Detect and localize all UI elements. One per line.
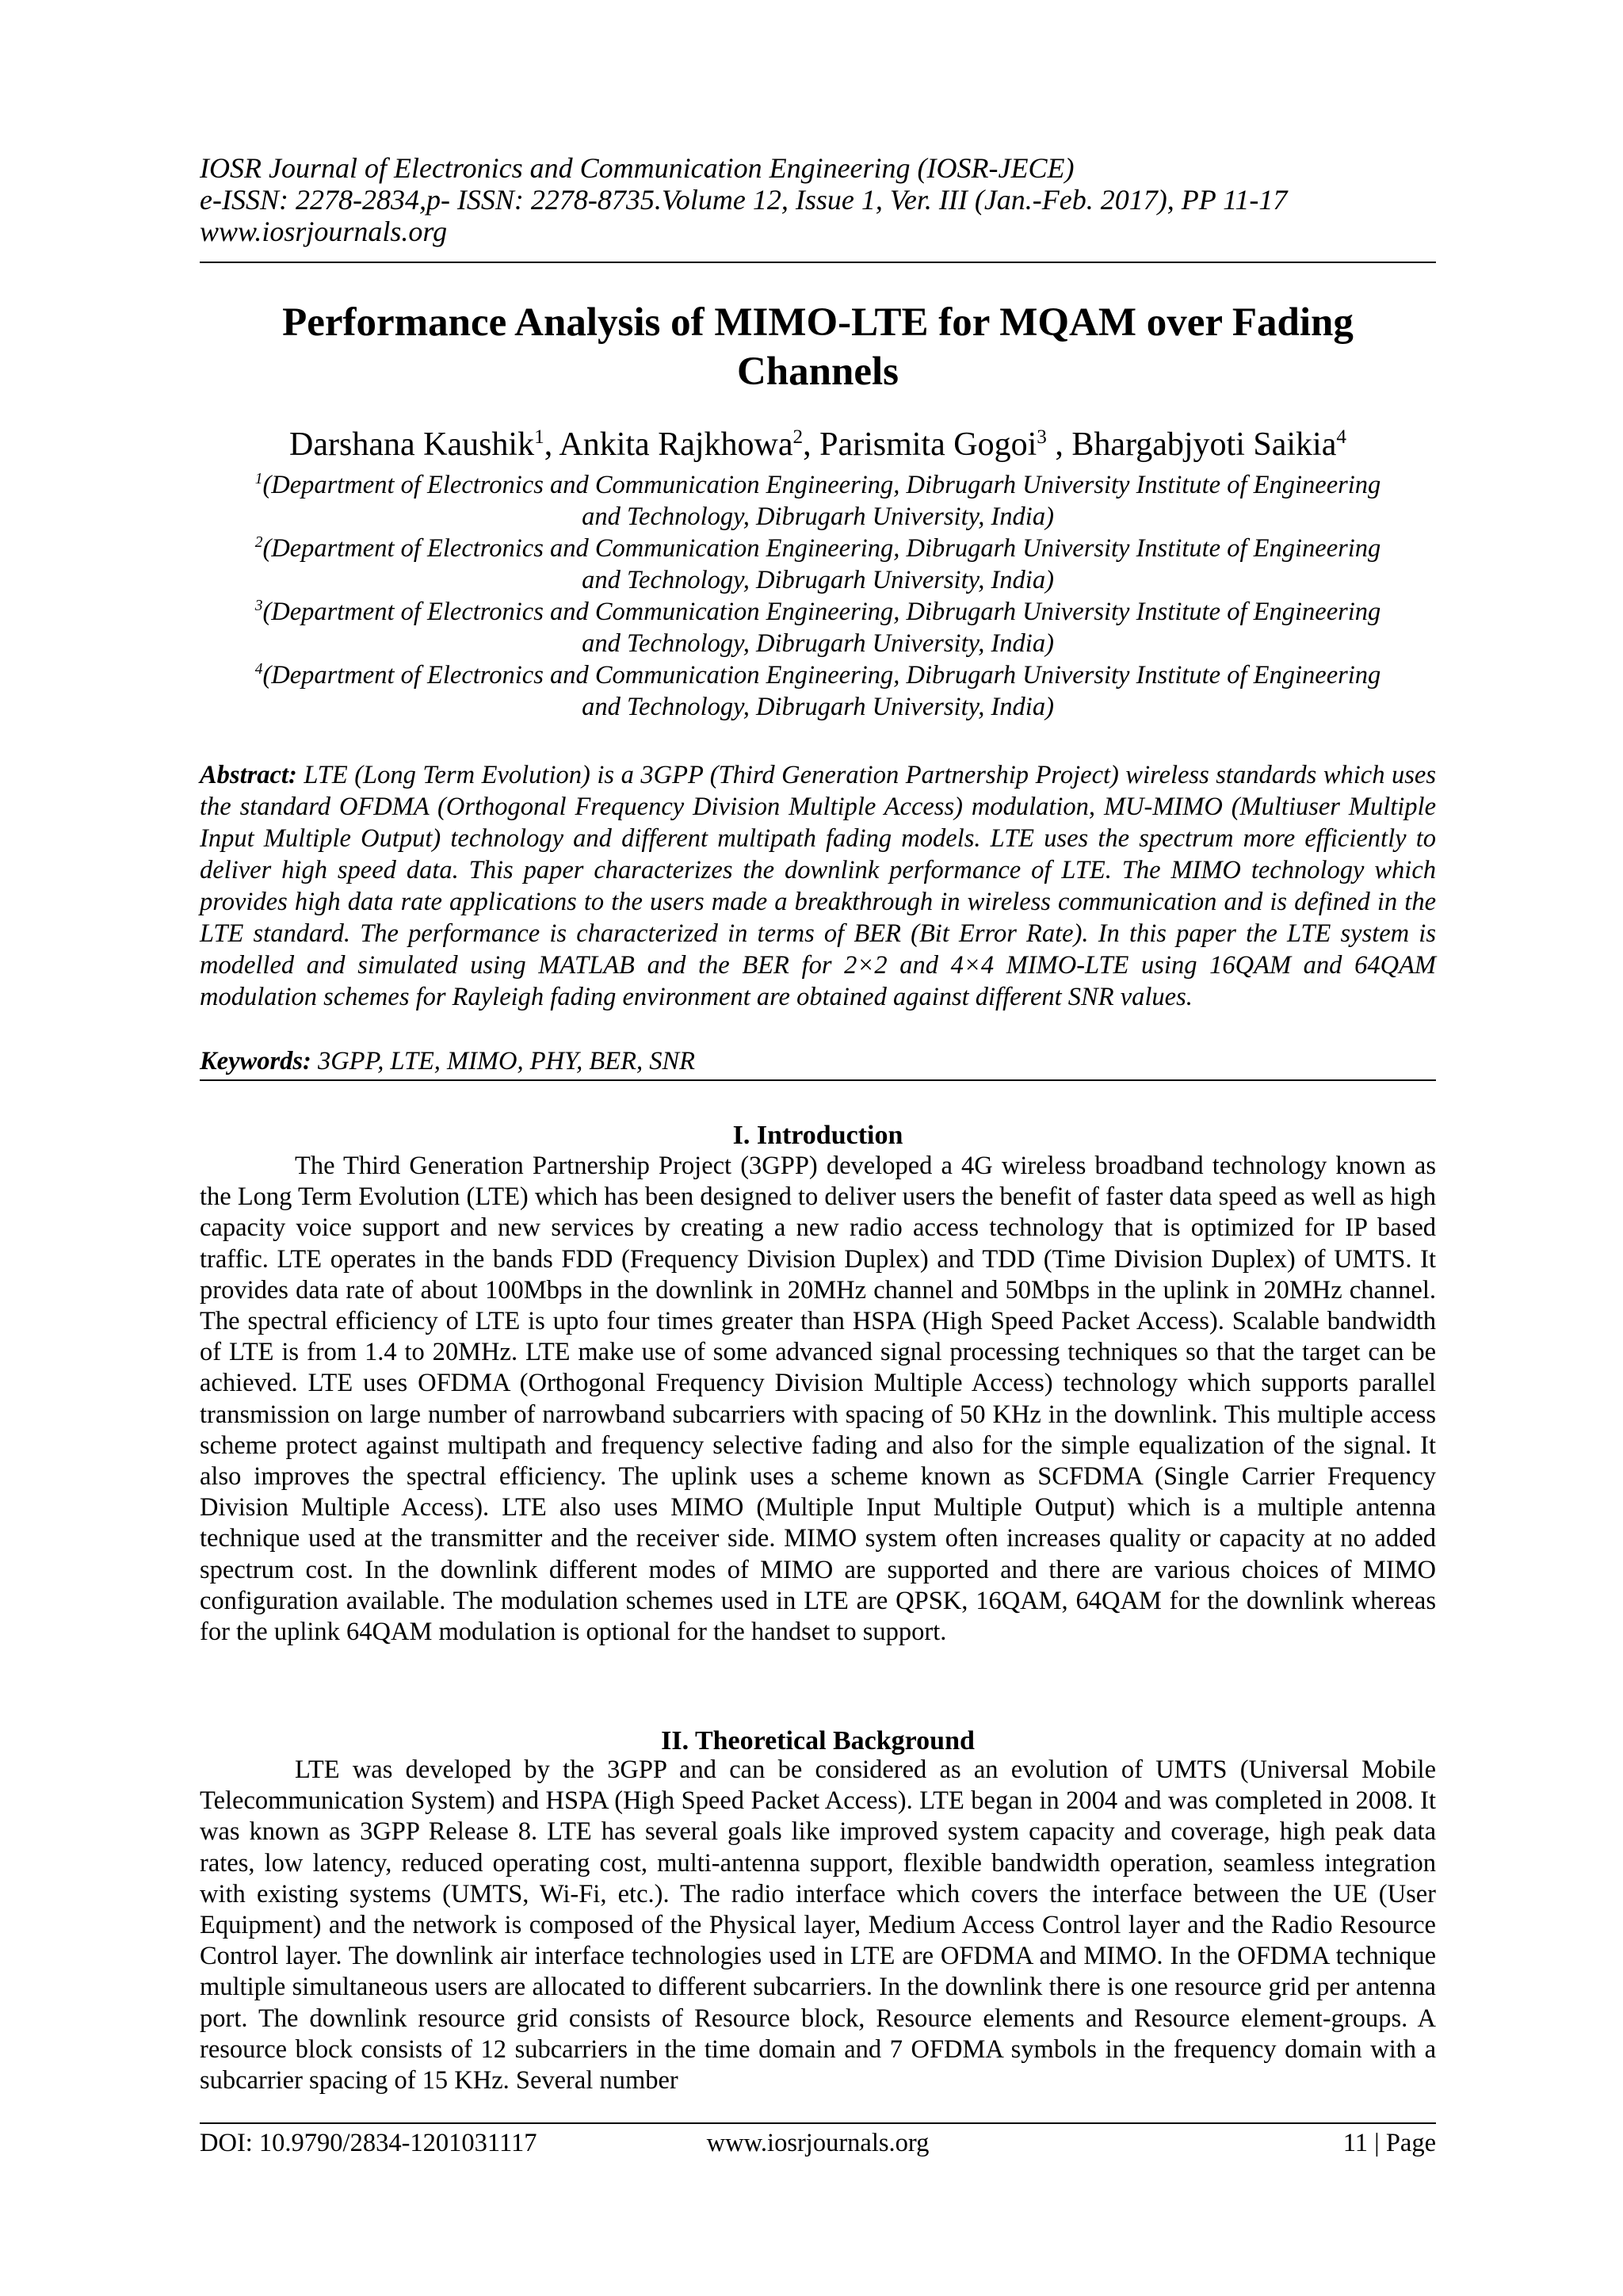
affiliation-text: (Department of Electronics and Communication Engineering, Dibrugarh University Institute of Engineering	[262, 471, 1381, 499]
affiliation-list	[200, 469, 1436, 723]
footer-page-number: 11 | Page	[1342, 2129, 1436, 2157]
author-name: Bhargabjyoti Saikia	[1071, 426, 1337, 463]
author-name: Ankita Rajkhowa	[559, 426, 793, 463]
section-heading-introduction: I. Introduction	[732, 1121, 903, 1150]
paragraph: LTE was developed by the 3GPP and can be considered as an evolution of UMTS (Universal Mobile Telecommunication System) and HSPA (High Speed Packet Access). LTE began in 2004 and was completed in 2008. It was known as 3GPP Release 8. LTE has several goals like improved system capacity and coverage, high peak data rates, low latency, reduced operating cost, multi-antenna support, flexible bandwidth operation, seamless integration with existing systems (UMTS, Wi-Fi, etc.). The radio interface which covers the interface between the UE (User Equipment) and the network is composed of the Physical layer, Medium Access Control layer and the Radio Resource Control layer. The downlink air interface technologies used in LTE are OFDMA and MIMO. In the OFDMA technique multiple simultaneous users are allocated to different subcarriers. In the downlink there is one resource grid per antenna port. The downlink resource grid consists of Resource block, Resource elements and Resource element-groups. A resource block consists of 12 subcarriers in the time domain and 7 OFDMA symbols in the frequency domain with a subcarrier spacing of 15 KHz. Several number	[200, 1755, 1436, 2095]
keywords-text: 3GPP, LTE, MIMO, PHY, BER, SNR	[311, 1047, 695, 1075]
paragraph: The Third Generation Partnership Project (3GPP) developed a 4G wireless broadband technology known as the Long Term Evolution (LTE) which has been designed to deliver users the benefit of faster data speed as well as high capacity voice support and new services by creating a new radio access technology that is optimized for IP based traffic. LTE operates in the bands FDD (Frequency Division Duplex) and TDD (Time Division Duplex) of UMTS. It provides data rate of about 100Mbps in the downlink in 20MHz channel and 50Mbps in the uplink in 20MHz channel. The spectral efficiency of LTE is upto four times greater than HSPA (High Speed Packet Access). Scalable bandwidth of LTE is from 1.4 to 20MHz. LTE make use of some advanced signal processing techniques so that the target can be achieved. LTE uses OFDMA (Orthogonal Frequency Division Multiple Access) technology which supports parallel transmission on large number of narrowband subcarriers with spacing of 50 KHz in the downlink. This multiple access scheme protect against multipath and frequency selective fading and also for the simple equalization of the signal. It also improves the spectral efficiency. The uplink uses a scheme known as SCFDMA (Single Carrier Frequency Division Multiple Access). LTE also uses MIMO (Multiple Input Multiple Output) which is a multiple antenna technique used at the transmitter and the receiver side. MIMO system often increases quality or capacity at no added spectrum cost. In the downlink different modes of MIMO are supported and there are various choices of MIMO configuration available. The modulation schemes used in LTE are QPSK, 16QAM, 64QAM for the downlink whereas for the uplink 64QAM modulation is optional for the handset to support.	[200, 1152, 1436, 1647]
author-name: Parismita Gogoi	[819, 426, 1037, 463]
journal-issn: e-ISSN: 2278-2834,p- ISSN: 2278-8735.Volume 12, Issue 1, Ver. III (Jan.-Feb. 2017), PP 11-17	[200, 184, 1288, 216]
affiliation-line	[200, 596, 1436, 628]
journal-header	[200, 152, 1436, 247]
footer-doi[interactable]: DOI: 10.9790/2834-1201031117	[200, 2129, 537, 2157]
header-rule	[200, 262, 1436, 263]
affiliation	[200, 659, 1436, 723]
affiliation-mark: 1	[254, 471, 263, 488]
affiliation-line	[200, 469, 1436, 501]
affiliation-text: (Department of Electronics and Communication Engineering, Dibrugarh University Institute of Engineering	[262, 661, 1381, 690]
title-line-2: Channels	[736, 350, 899, 394]
journal-name: IOSR Journal of Electronics and Communication Engineering (IOSR-JECE)	[200, 152, 1075, 184]
section-heading-theoretical-background: II. Theoretical Background	[661, 1726, 975, 1755]
keywords	[200, 1045, 1436, 1078]
author-separator: ,	[544, 426, 559, 463]
affiliation-mark: 4	[254, 661, 263, 678]
keywords-rule	[200, 1079, 1436, 1081]
journal-site[interactable]: www.iosrjournals.org	[200, 216, 448, 247]
affiliation-line-2: and Technology, Dibrugarh University, India)	[582, 502, 1054, 531]
author-affiliation-mark: 2	[792, 426, 804, 448]
affiliation-line	[200, 659, 1436, 691]
affiliation-text: (Department of Electronics and Communication Engineering, Dibrugarh University Institute of Engineering	[262, 534, 1381, 563]
affiliation-line-2: and Technology, Dibrugarh University, India)	[582, 693, 1054, 721]
author-affiliation-mark: 1	[534, 426, 544, 448]
affiliation	[200, 596, 1436, 659]
footer-rule	[200, 2122, 1436, 2124]
title-line-1: Performance Analysis of MIMO-LTE for MQAM over Fading	[282, 300, 1354, 345]
section-body-theoretical-background	[200, 1755, 1436, 2096]
section-body-introduction	[200, 1151, 1436, 1648]
affiliation-mark: 2	[254, 534, 263, 552]
author-affiliation-mark: 3	[1037, 426, 1047, 448]
affiliation-line-2: and Technology, Dibrugarh University, India)	[582, 566, 1054, 594]
keywords-label: Keywords:	[200, 1047, 311, 1075]
paper-title	[200, 298, 1436, 396]
author-list	[200, 425, 1436, 464]
affiliation-mark: 3	[254, 598, 263, 615]
affiliation-line	[200, 533, 1436, 564]
affiliation	[200, 469, 1436, 533]
author-separator: ,	[1046, 426, 1072, 463]
abstract	[200, 759, 1436, 1013]
author-affiliation-mark: 4	[1336, 426, 1346, 448]
abstract-text: LTE (Long Term Evolution) is a 3GPP (Third Generation Partnership Project) wireless standards which uses the standard OFDMA (Orthogonal Frequency Division Multiple Access) modulation, MU-MIMO (Multiuser Multiple Input Multiple Output) technology and different multipath fading models. LTE uses the spectrum more efficiently to deliver high speed data. This paper characterizes the downlink performance of LTE. The MIMO technology which provides high data rate applications to the users made a breakthrough in wireless communication and is defined in the LTE standard. The performance is characterized in terms of BER (Bit Error Rate). In this paper the LTE system is modelled and simulated using MATLAB and the BER for 2×2 and 4×4 MIMO-LTE using 16QAM and 64QAM modulation schemes for Rayleigh fading environment are obtained against different SNR values.	[200, 761, 1436, 1011]
footer-site[interactable]: www.iosrjournals.org	[706, 2129, 930, 2157]
abstract-label: Abstract:	[200, 761, 297, 789]
author-separator: ,	[803, 426, 820, 463]
author-name: Darshana Kaushik	[289, 426, 535, 463]
affiliation-line-2: and Technology, Dibrugarh University, India)	[582, 629, 1054, 658]
affiliation	[200, 533, 1436, 596]
affiliation-text: (Department of Electronics and Communication Engineering, Dibrugarh University Institute of Engineering	[262, 598, 1381, 626]
